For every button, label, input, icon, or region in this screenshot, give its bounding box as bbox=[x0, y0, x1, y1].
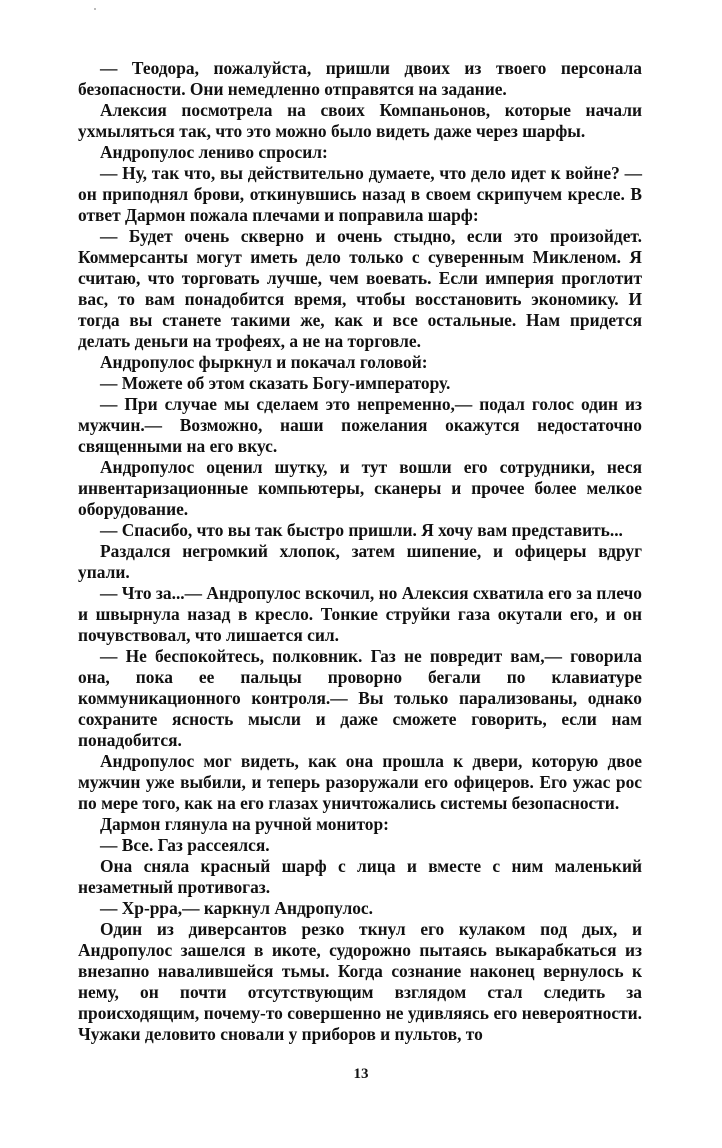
paragraph: — Спасибо, что вы так быстро пришли. Я хочу вам представить... bbox=[100, 520, 623, 540]
paragraph: Дармон глянула на ручной монитор: bbox=[100, 814, 389, 834]
paragraph: Андропулос фыркнул и покачал головой: bbox=[100, 352, 428, 372]
paragraph: — Все. Газ рассеялся. bbox=[100, 835, 270, 855]
paragraph: Раздался негромкий хлопок, затем шипение, и офицеры вдруг упали. bbox=[78, 541, 642, 582]
paragraph: Андропулос мог видеть, как она прошла к двери, которую двое мужчин уже выбили, и теперь разоружали его офицеров. Его ужас рос по мере того, как на его глазах уничтожались системы безопасности. bbox=[78, 751, 642, 813]
paragraph: Андропулос лениво спросил: bbox=[100, 142, 328, 162]
paragraph: — Что за...— Андропулос вскочил, но Алексия схватила его за плечо и швырнула назад в кресло. Тонкие струйки газа окутали его, и он почувствовал, что лишается сил. bbox=[78, 583, 642, 645]
paragraph: — Не беспокойтесь, полковник. Газ не повредит вам,— говорила она, пока ее пальцы проворно бегали по клавиатуре коммуникационного контроля.— Вы только парализованы, однако сохраните ясность мысли и даже сможете говорить, если нам понадобится. bbox=[78, 646, 642, 750]
paragraph: — Будет очень скверно и очень стыдно, если это произойдет. Коммерсанты могут иметь дело только с суверенным Микленом. Я считаю, что торговать лучше, чем воевать. Если империя проглотит вас, то вам понадобится время, чтобы восстановить экономику. И тогда вы станете такими же, как и все остальные. Нам придется делать деньги на трофеях, а не на торговле. bbox=[78, 226, 642, 351]
paragraph: Андропулос оценил шутку, и тут вошли его сотрудники, неся инвентаризационные компьютеры, сканеры и прочее более мелкое оборудование. bbox=[78, 457, 642, 519]
paragraph: — Ну, так что, вы действительно думаете, что дело идет к войне? — он приподнял брови, откинувшись назад в своем скрипучем кресле. В ответ Дармон пожала плечами и поправила шарф: bbox=[78, 163, 642, 225]
paragraph: Один из диверсантов резко ткнул его кулаком под дых, и Андропулос зашелся в икоте, судорожно пытаясь выкарабкаться из внезапно навалившейся тьмы. Когда сознание наконец вернулось к нему, он почти отсутствующим взглядом стал следить за происходящим, почему-то совершенно не удивляясь его невероятности. Чужаки деловито сновали у приборов и пультов, то bbox=[78, 919, 642, 1044]
scan-speck bbox=[94, 8, 96, 10]
body-text bbox=[78, 58, 642, 1045]
paragraph: — При случае мы сделаем это непременно,— подал голос один из мужчин.— Возможно, наши пожелания окажутся недостаточно священными на его вкус. bbox=[78, 394, 642, 456]
paragraph: Алексия посмотрела на своих Компаньонов, которые начали ухмыляться так, что это можно было видеть даже через шарфы. bbox=[78, 100, 642, 141]
paragraph: — Хр-рра,— каркнул Андропулос. bbox=[100, 898, 373, 918]
paragraph: — Можете об этом сказать Богу-императору. bbox=[100, 373, 451, 393]
paragraph: Она сняла красный шарф с лица и вместе с ним маленький незаметный противогаз. bbox=[78, 856, 642, 897]
paragraph: — Теодора, пожалуйста, пришли двоих из твоего персонала безопасности. Они немедленно отправятся на задание. bbox=[78, 58, 642, 99]
page-number: 13 bbox=[353, 1066, 369, 1082]
